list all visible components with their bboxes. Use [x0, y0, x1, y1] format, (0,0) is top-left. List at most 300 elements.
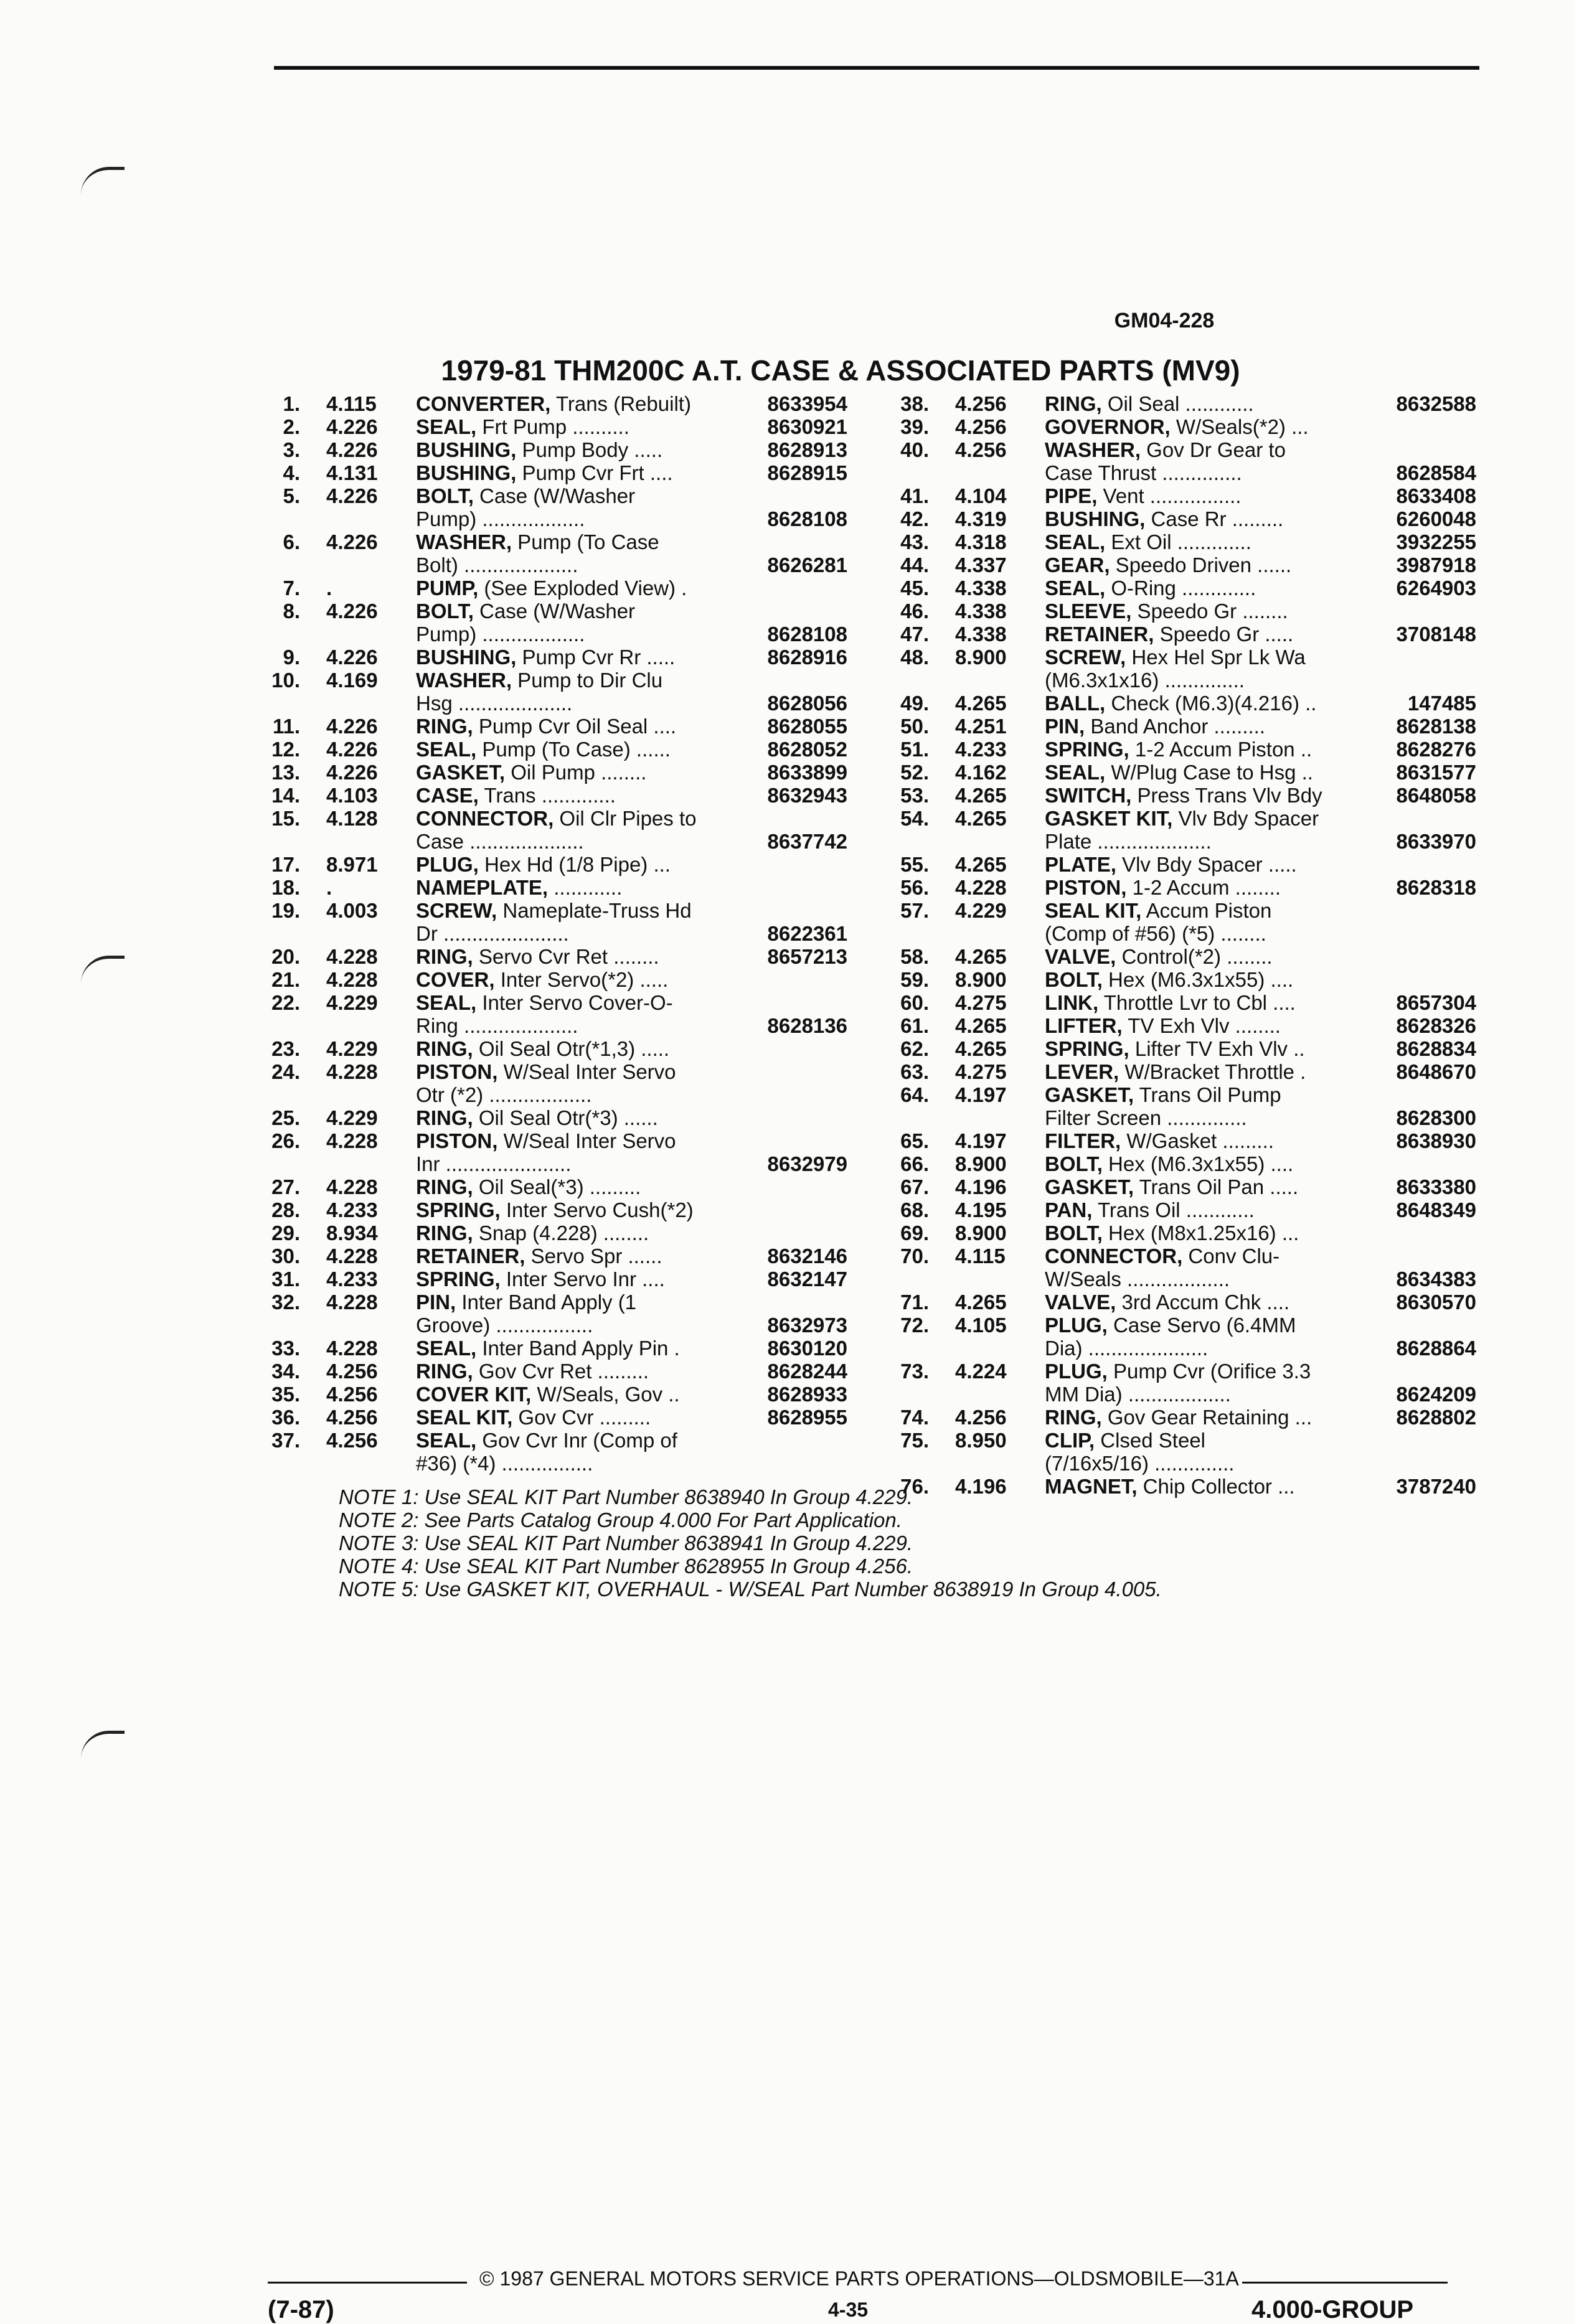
- group-number: 4.003: [326, 899, 378, 922]
- item-number: 65.: [900, 1129, 929, 1152]
- group-label: 4.000-GROUP: [1251, 2296, 1414, 2323]
- group-number: 4.265: [955, 945, 1007, 968]
- part-detail: Plate ....................: [1045, 830, 1212, 853]
- punch-mark: [81, 956, 125, 984]
- group-number: 4.319: [955, 507, 1007, 530]
- part-name: COVER,: [416, 968, 495, 991]
- item-number: 47.: [900, 623, 929, 646]
- part-description: [1045, 968, 1352, 991]
- part-description: [416, 1406, 723, 1429]
- item-number: 46.: [900, 600, 929, 623]
- part-number: 8648670: [1396, 1060, 1476, 1083]
- group-number: .: [326, 576, 332, 600]
- part-number: 8628584: [1396, 461, 1476, 484]
- part-number: 8628955: [767, 1406, 847, 1429]
- part-description: [416, 623, 723, 646]
- note: NOTE 5: Use GASKET KIT, OVERHAUL - W/SEAL Part Number 8638919 In Group 4.005.: [339, 1578, 1162, 1601]
- part-number: 8628916: [767, 646, 847, 669]
- part-name: LEVER,: [1045, 1060, 1119, 1083]
- part-detail: Servo Cvr Ret ........: [473, 945, 659, 968]
- part-description: [1045, 922, 1352, 945]
- part-detail: Ring ....................: [416, 1014, 578, 1037]
- item-number: 75.: [900, 1429, 929, 1452]
- item-number: 52.: [900, 761, 929, 784]
- part-description: [416, 1083, 723, 1106]
- group-number: 4.228: [326, 1060, 378, 1083]
- part-description: [1045, 1129, 1352, 1152]
- part-description: [416, 600, 723, 623]
- part-description: [1045, 830, 1352, 853]
- document-id: GM04-228: [1114, 309, 1215, 332]
- item-number: 33.: [271, 1337, 300, 1360]
- item-number: 40.: [900, 438, 929, 461]
- item-number: 8.: [283, 600, 300, 623]
- part-description: [416, 1198, 723, 1221]
- part-detail: Oil Pump ........: [505, 761, 647, 784]
- part-name: CLIP,: [1045, 1429, 1095, 1452]
- footer-rule: [268, 2282, 467, 2284]
- part-number: 8622361: [767, 922, 847, 945]
- part-description: [1045, 876, 1352, 899]
- part-detail: Case (W/Washer: [473, 484, 636, 507]
- part-detail: Frt Pump ..........: [476, 415, 629, 438]
- part-number: 8648349: [1396, 1198, 1476, 1221]
- item-number: 30.: [271, 1244, 300, 1268]
- group-number: 4.169: [326, 669, 378, 692]
- part-description: [1045, 1291, 1352, 1314]
- item-number: 38.: [900, 392, 929, 415]
- part-name: BALL,: [1045, 692, 1106, 715]
- part-name: PISTON,: [416, 1060, 498, 1083]
- part-number: 8633899: [767, 761, 847, 784]
- item-number: 69.: [900, 1221, 929, 1244]
- item-number: 12.: [271, 738, 300, 761]
- item-number: 72.: [900, 1314, 929, 1337]
- item-number: 45.: [900, 576, 929, 600]
- group-number: 4.226: [326, 438, 378, 461]
- note: NOTE 3: Use SEAL KIT Part Number 8638941 In Group 4.229.: [339, 1531, 913, 1555]
- part-detail: W/Seal Inter Servo: [497, 1129, 676, 1152]
- item-number: 7.: [283, 576, 300, 600]
- part-detail: Hex (M6.3x1x55) ....: [1102, 968, 1294, 991]
- item-number: 60.: [900, 991, 929, 1014]
- part-detail: (7/16x5/16) ..............: [1045, 1452, 1235, 1475]
- part-description: [1045, 715, 1352, 738]
- group-number: 4.338: [955, 600, 1007, 623]
- part-name: SEAL,: [1045, 576, 1106, 600]
- part-detail: Oil Seal Otr(*3) ......: [473, 1106, 658, 1129]
- part-detail: W/Plug Case to Hsg ..: [1105, 761, 1313, 784]
- group-number: 4.105: [955, 1314, 1007, 1337]
- part-detail: Dr ......................: [416, 922, 569, 945]
- part-number: 3987918: [1396, 553, 1476, 576]
- part-description: [416, 784, 723, 807]
- part-description: [416, 830, 723, 853]
- part-description: [416, 669, 723, 692]
- item-number: 61.: [900, 1014, 929, 1037]
- item-number: 19.: [271, 899, 300, 922]
- group-number: 4.265: [955, 853, 1007, 876]
- item-number: 55.: [900, 853, 929, 876]
- part-detail: Trans Oil Pump: [1134, 1083, 1281, 1106]
- part-number: 8626281: [767, 553, 847, 576]
- part-name: FILTER,: [1045, 1129, 1121, 1152]
- part-description: [416, 761, 723, 784]
- notes: [339, 1485, 1162, 1601]
- group-number: 8.900: [955, 1221, 1007, 1244]
- group-number: 8.900: [955, 1152, 1007, 1175]
- part-name: SEAL,: [416, 415, 477, 438]
- group-number: 4.256: [326, 1360, 378, 1383]
- part-detail: W/Bracket Throttle .: [1119, 1060, 1306, 1083]
- part-name: SEAL KIT,: [1045, 899, 1142, 922]
- part-name: PIPE,: [1045, 484, 1098, 507]
- group-number: 4.228: [326, 968, 378, 991]
- part-description: [1045, 507, 1352, 530]
- part-number: 8632147: [767, 1268, 847, 1291]
- part-name: GASKET,: [1045, 1083, 1134, 1106]
- part-name: LIFTER,: [1045, 1014, 1123, 1037]
- part-detail: Hex (M8x1.25x16) ...: [1102, 1221, 1299, 1244]
- part-number: 8633970: [1396, 830, 1476, 853]
- punch-mark: [81, 167, 125, 195]
- part-name: BOLT,: [416, 484, 474, 507]
- part-name: PLUG,: [416, 853, 479, 876]
- group-number: 4.226: [326, 646, 378, 669]
- part-detail: Clsed Steel: [1095, 1429, 1206, 1452]
- part-description: [416, 922, 723, 945]
- part-description: [416, 1014, 723, 1037]
- part-description: [1045, 1314, 1352, 1337]
- part-description: [1045, 761, 1352, 784]
- part-description: [1045, 1383, 1352, 1406]
- group-number: 4.229: [955, 899, 1007, 922]
- part-name: RETAINER,: [416, 1244, 525, 1268]
- group-number: 4.337: [955, 553, 1007, 576]
- part-detail: Case ....................: [416, 830, 584, 853]
- part-description: [416, 530, 723, 553]
- part-description: [416, 415, 723, 438]
- group-number: 4.228: [326, 1337, 378, 1360]
- part-name: PLUG,: [1045, 1360, 1108, 1383]
- item-number: 70.: [900, 1244, 929, 1268]
- item-number: 51.: [900, 738, 929, 761]
- item-number: 4.: [283, 461, 300, 484]
- item-number: 26.: [271, 1129, 300, 1152]
- group-number: 4.226: [326, 738, 378, 761]
- top-rule: [274, 66, 1479, 70]
- group-number: 4.251: [955, 715, 1007, 738]
- item-number: 15.: [271, 807, 300, 830]
- part-name: MAGNET,: [1045, 1475, 1138, 1498]
- part-name: PUMP,: [416, 576, 479, 600]
- item-number: 71.: [900, 1291, 929, 1314]
- part-number: 8632146: [767, 1244, 847, 1268]
- part-number: 8632943: [767, 784, 847, 807]
- part-description: [1045, 600, 1352, 623]
- part-detail: 1-2 Accum ........: [1126, 876, 1281, 899]
- part-detail: Hex (M6.3x1x55) ....: [1102, 1152, 1294, 1175]
- part-number: 8628933: [767, 1383, 847, 1406]
- part-description: [416, 945, 723, 968]
- group-number: 8.971: [326, 853, 378, 876]
- group-number: 4.229: [326, 991, 378, 1014]
- group-number: 4.196: [955, 1175, 1007, 1198]
- part-detail: Gov Gear Retaining ...: [1101, 1406, 1312, 1429]
- part-number: 8634383: [1396, 1268, 1476, 1291]
- note: NOTE 1: Use SEAL KIT Part Number 8638940 In Group 4.229.: [339, 1485, 913, 1508]
- part-number: 8637742: [767, 830, 847, 853]
- part-description: [1045, 1106, 1352, 1129]
- part-name: PLUG,: [1045, 1314, 1108, 1337]
- part-description: [416, 507, 723, 530]
- part-description: [1045, 484, 1352, 507]
- part-name: VALVE,: [1045, 1291, 1116, 1314]
- item-number: 6.: [283, 530, 300, 553]
- part-name: RETAINER,: [1045, 623, 1154, 646]
- part-description: [1045, 1360, 1352, 1383]
- group-number: 4.228: [326, 1291, 378, 1314]
- item-number: 14.: [271, 784, 300, 807]
- part-description: [1045, 738, 1352, 761]
- part-name: SEAL,: [1045, 761, 1106, 784]
- item-number: 11.: [272, 715, 300, 738]
- part-description: [416, 853, 723, 876]
- part-detail: Pump Cvr Oil Seal ....: [473, 715, 677, 738]
- part-detail: (See Exploded View) .: [478, 576, 687, 600]
- item-number: 49.: [900, 692, 929, 715]
- item-number: 50.: [900, 715, 929, 738]
- part-description: [416, 876, 723, 899]
- part-detail: Case Thrust ..............: [1045, 461, 1242, 484]
- group-number: 4.115: [326, 392, 377, 415]
- part-detail: Pump (To Case) ......: [476, 738, 671, 761]
- item-number: 53.: [900, 784, 929, 807]
- group-number: 4.228: [955, 876, 1007, 899]
- part-name: WASHER,: [416, 669, 512, 692]
- part-detail: Nameplate-Truss Hd: [497, 899, 692, 922]
- part-detail: MM Dia) ..................: [1045, 1383, 1231, 1406]
- part-name: CONVERTER,: [416, 392, 551, 415]
- item-number: 39.: [900, 415, 929, 438]
- part-description: [1045, 438, 1352, 461]
- part-name: BUSHING,: [416, 438, 517, 461]
- part-description: [416, 1383, 723, 1406]
- part-name: PAN,: [1045, 1198, 1093, 1221]
- group-number: 4.228: [326, 945, 378, 968]
- part-name: SEAL,: [416, 738, 477, 761]
- group-number: 4.226: [326, 415, 378, 438]
- part-description: [416, 738, 723, 761]
- part-number: 8628915: [767, 461, 847, 484]
- part-detail: Hex Hd (1/8 Pipe) ...: [478, 853, 671, 876]
- part-detail: ............: [548, 876, 623, 899]
- part-detail: TV Exh Vlv ........: [1122, 1014, 1281, 1037]
- part-name: RING,: [1045, 392, 1102, 415]
- page-number: 4-35: [828, 2298, 869, 2321]
- part-detail: Pump) ..................: [416, 623, 585, 646]
- group-number: 4.256: [955, 392, 1007, 415]
- part-description: [1045, 945, 1352, 968]
- part-detail: Inter Band Apply Pin .: [476, 1337, 680, 1360]
- part-name: SPRING,: [416, 1268, 501, 1291]
- part-description: [1045, 1268, 1352, 1291]
- part-detail: W/Seal Inter Servo: [497, 1060, 676, 1083]
- item-number: 27.: [271, 1175, 300, 1198]
- group-number: 4.256: [955, 1406, 1007, 1429]
- part-name: CONNECTOR,: [1045, 1244, 1183, 1268]
- part-description: [416, 968, 723, 991]
- part-description: [416, 1244, 723, 1268]
- part-name: SCREW,: [416, 899, 497, 922]
- part-name: RING,: [416, 1037, 473, 1060]
- part-name: RING,: [416, 1106, 473, 1129]
- item-number: 25.: [271, 1106, 300, 1129]
- part-name: RING,: [416, 1221, 473, 1244]
- part-description: [416, 484, 723, 507]
- part-description: [1045, 1406, 1352, 1429]
- part-description: [416, 1129, 723, 1152]
- part-description: [1045, 1152, 1352, 1175]
- part-number: 8624209: [1396, 1383, 1476, 1406]
- item-number: 37.: [271, 1429, 300, 1452]
- part-description: [416, 1291, 723, 1314]
- part-description: [416, 991, 723, 1014]
- group-number: 4.318: [955, 530, 1007, 553]
- part-detail: W/Seals, Gov ..: [531, 1383, 680, 1406]
- part-description: [416, 1360, 723, 1383]
- part-description: [1045, 692, 1352, 715]
- part-name: WASHER,: [416, 530, 512, 553]
- part-number: 8633954: [767, 392, 847, 415]
- part-name: PISTON,: [416, 1129, 498, 1152]
- group-number: 4.265: [955, 692, 1007, 715]
- item-number: 62.: [900, 1037, 929, 1060]
- part-detail: Filter Screen ..............: [1045, 1106, 1247, 1129]
- part-name: SEAL,: [416, 1429, 477, 1452]
- part-detail: Trans .............: [478, 784, 616, 807]
- part-detail: W/Gasket .........: [1121, 1129, 1274, 1152]
- part-detail: Vlv Bdy Spacer .....: [1116, 853, 1297, 876]
- part-number: 3787240: [1396, 1475, 1476, 1498]
- part-number: 8628056: [767, 692, 847, 715]
- part-description: [416, 1060, 723, 1083]
- group-number: 8.900: [955, 646, 1007, 669]
- part-number: 6260048: [1396, 507, 1476, 530]
- part-detail: O-Ring .............: [1105, 576, 1256, 600]
- part-name: BOLT,: [416, 600, 474, 623]
- part-name: VALVE,: [1045, 945, 1116, 968]
- part-detail: Inter Band Apply (1: [456, 1291, 637, 1314]
- part-description: [1045, 1337, 1352, 1360]
- part-description: [416, 1337, 723, 1360]
- part-description: [1045, 1221, 1352, 1244]
- part-number: 8632979: [767, 1152, 847, 1175]
- part-detail: Chip Collector ...: [1137, 1475, 1295, 1498]
- item-number: 24.: [271, 1060, 300, 1083]
- group-number: 4.229: [326, 1037, 378, 1060]
- part-detail: Inr ......................: [416, 1152, 572, 1175]
- part-name: SPRING,: [416, 1198, 501, 1221]
- part-detail: Inter Servo Inr ....: [500, 1268, 665, 1291]
- part-number: 8657304: [1396, 991, 1476, 1014]
- part-number: 8628136: [767, 1014, 847, 1037]
- group-number: 4.224: [955, 1360, 1007, 1383]
- part-description: [1045, 1037, 1352, 1060]
- part-number: 8632588: [1396, 392, 1476, 415]
- item-number: 28.: [271, 1198, 300, 1221]
- part-number: 8628276: [1396, 738, 1476, 761]
- part-detail: Control(*2) ........: [1116, 945, 1273, 968]
- item-number: 23.: [271, 1037, 300, 1060]
- group-number: 4.275: [955, 991, 1007, 1014]
- part-name: SEAL,: [416, 991, 477, 1014]
- item-number: 36.: [271, 1406, 300, 1429]
- part-detail: Dia) .....................: [1045, 1337, 1209, 1360]
- part-description: [416, 899, 723, 922]
- part-detail: Gov Dr Gear to: [1141, 438, 1286, 461]
- part-description: [416, 461, 723, 484]
- item-number: 2.: [283, 415, 300, 438]
- part-description: [416, 1175, 723, 1198]
- group-number: 4.103: [326, 784, 378, 807]
- part-detail: Check (M6.3)(4.216) ..: [1105, 692, 1317, 715]
- part-description: [416, 1429, 723, 1452]
- item-number: 29.: [271, 1221, 300, 1244]
- item-number: 74.: [900, 1406, 929, 1429]
- part-number: 8633380: [1396, 1175, 1476, 1198]
- part-description: [1045, 1083, 1352, 1106]
- part-detail: Vlv Bdy Spacer: [1172, 807, 1319, 830]
- page-title: 1979-81 THM200C A.T. CASE & ASSOCIATED PARTS (MV9): [441, 354, 1240, 387]
- part-detail: Accum Piston: [1141, 899, 1272, 922]
- part-description: [1045, 669, 1352, 692]
- part-name: CONNECTOR,: [416, 807, 554, 830]
- item-number: 66.: [900, 1152, 929, 1175]
- part-detail: Trans Oil ............: [1092, 1198, 1255, 1221]
- part-description: [1045, 1244, 1352, 1268]
- group-number: 8.950: [955, 1429, 1007, 1452]
- part-description: [416, 646, 723, 669]
- part-description: [1045, 1014, 1352, 1037]
- part-number: 8628138: [1396, 715, 1476, 738]
- part-number: 3708148: [1396, 623, 1476, 646]
- part-detail: Otr (*2) ..................: [416, 1083, 592, 1106]
- part-description: [416, 553, 723, 576]
- part-description: [1045, 576, 1352, 600]
- item-number: 43.: [900, 530, 929, 553]
- part-name: RING,: [416, 715, 473, 738]
- part-detail: Speedo Driven ......: [1110, 553, 1292, 576]
- part-name: SPRING,: [1045, 1037, 1129, 1060]
- part-detail: Trans Oil Pan .....: [1134, 1175, 1299, 1198]
- part-description: [1045, 784, 1352, 807]
- part-name: BOLT,: [1045, 1221, 1103, 1244]
- part-description: [1045, 530, 1352, 553]
- part-detail: Pump) ..................: [416, 507, 585, 530]
- item-number: 54.: [900, 807, 929, 830]
- item-number: 58.: [900, 945, 929, 968]
- part-number: 8638930: [1396, 1129, 1476, 1152]
- part-number: 8628052: [767, 738, 847, 761]
- part-number: 8630921: [767, 415, 847, 438]
- group-number: 4.265: [955, 784, 1007, 807]
- group-number: 4.196: [955, 1475, 1007, 1498]
- part-number: 8630570: [1396, 1291, 1476, 1314]
- item-number: 20.: [271, 945, 300, 968]
- part-name: WASHER,: [1045, 438, 1141, 461]
- group-number: 4.226: [326, 530, 378, 553]
